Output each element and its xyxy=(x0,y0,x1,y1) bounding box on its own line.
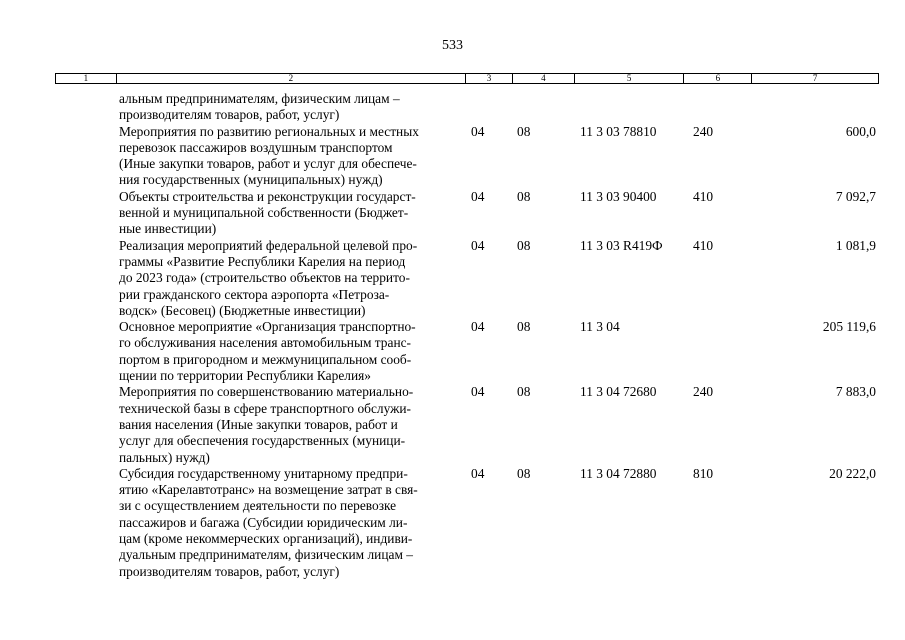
row-subsection: 08 xyxy=(517,384,531,400)
row-target-article: 11 3 04 72680 xyxy=(580,384,657,400)
row-amount: 205 119,6 xyxy=(822,319,876,335)
row-section: 04 xyxy=(471,319,485,335)
row-amount: 7 092,7 xyxy=(835,188,876,204)
table-row xyxy=(0,384,905,465)
row-section: 04 xyxy=(471,384,485,400)
row-description: Субсидия государственному унитарному предпри- ятию «Карелавтотранс» на возмещение затрат в свя- зи с осуществлением деятельности по перевозке пассажиров и багажа (Субсидии юридическим ли- цам (кроме некоммерческих организаций), индиви- дуальным предпринимателям, физическим лицам – производителям товаров, работ, услуг) xyxy=(119,465,418,579)
row-expense-type: 240 xyxy=(693,384,714,400)
table-row xyxy=(0,319,905,384)
row-subsection: 08 xyxy=(517,465,531,481)
header-col-7: 7 xyxy=(751,74,878,83)
table-row xyxy=(0,91,905,124)
row-amount: 1 081,9 xyxy=(835,237,876,253)
row-subsection: 08 xyxy=(517,188,531,204)
header-col-6: 6 xyxy=(683,74,751,83)
row-amount: 20 222,0 xyxy=(829,465,876,481)
page-number: 533 xyxy=(442,38,463,53)
row-expense-type: 410 xyxy=(693,188,714,204)
row-section: 04 xyxy=(471,465,485,481)
row-description: Реализация мероприятий федеральной целевой про- граммы «Развитие Республики Карелия на период до 2023 года» (строительство объектов на террито- рии гражданского сектора аэропорта «Петроза- водск» (Бесовец) (Бюджетные инвестиции) xyxy=(119,237,418,318)
row-target-article: 11 3 03 R419Ф xyxy=(580,237,663,253)
table-row xyxy=(0,466,905,580)
row-subsection: 08 xyxy=(517,123,531,139)
budget-table-body xyxy=(0,91,905,580)
row-expense-type: 410 xyxy=(693,237,714,253)
header-col-1: 1 xyxy=(83,73,89,83)
header-col-4: 4 xyxy=(512,74,574,83)
table-header xyxy=(55,73,879,84)
row-description: Мероприятия по развитию региональных и местных перевозок пассажиров воздушным транспортом (Иные закупки товаров, работ и услуг для обеспече- ния государственных (муниципальных) нужд) xyxy=(119,123,419,188)
row-expense-type: 240 xyxy=(693,123,714,139)
row-amount: 7 883,0 xyxy=(835,384,876,400)
row-target-article: 11 3 04 72880 xyxy=(580,465,657,481)
row-section: 04 xyxy=(471,188,485,204)
row-target-article: 11 3 03 90400 xyxy=(580,188,657,204)
table-row xyxy=(0,238,905,319)
row-description: Объекты строительства и реконструкции государст- венной и муниципальной собственности (Бюджет- ные инвестиции) xyxy=(119,188,416,237)
row-target-article: 11 3 04 xyxy=(580,319,620,335)
row-description: Мероприятия по совершенствованию материально- технической базы в сфере транспортного обслужи- вания населения (Иные закупки товаров, работ и услуг для обеспечения государственных (муници- пальных) нужд) xyxy=(119,384,414,465)
row-subsection: 08 xyxy=(517,237,531,253)
table-row xyxy=(0,124,905,189)
row-subsection: 08 xyxy=(517,319,531,335)
row-section: 04 xyxy=(471,123,485,139)
header-col-3: 3 xyxy=(465,74,512,83)
row-target-article: 11 3 03 78810 xyxy=(580,123,657,139)
table-row xyxy=(0,189,905,238)
row-description: альным предпринимателям, физическим лицам – производителям товаров, работ, услуг) xyxy=(119,91,400,123)
row-description: Основное мероприятие «Организация транспортно- го обслуживания населения автомобильным транс- портом в пригородном и межмуниципальном сооб- щении по территории Республики Карелия» xyxy=(119,319,416,384)
header-col-5: 5 xyxy=(574,74,684,83)
header-col-2: 2 xyxy=(116,74,465,83)
row-expense-type: 810 xyxy=(693,465,714,481)
row-section: 04 xyxy=(471,237,485,253)
row-amount: 600,0 xyxy=(845,123,876,139)
